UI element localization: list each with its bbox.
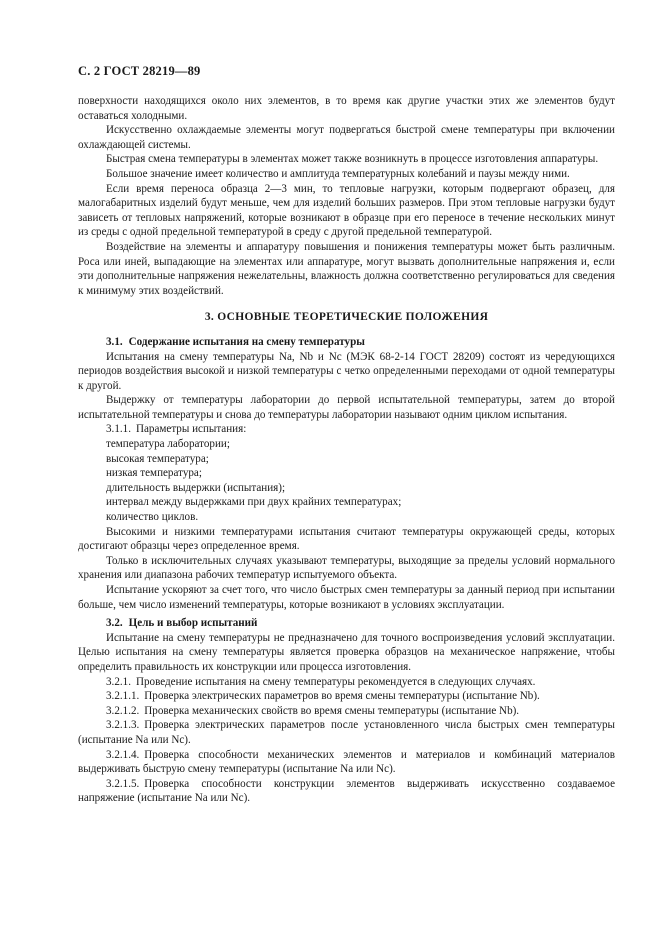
clause-text: Проверка электрических параметров во время смены температуры (испытание Nb). (144, 690, 540, 703)
clause-3-1-1 (78, 422, 615, 437)
paragraph: Испытание ускоряют за счет того, что число быстрых смен температуры за данный период при испытании больше, чем число изменений температуры, которые возникают в условиях эксплуатации. (78, 584, 615, 611)
list-item: высокая температура; (106, 452, 209, 465)
parameter-list (78, 437, 615, 525)
list-item: длительность выдержки (испытания); (106, 481, 286, 494)
subsection-number: 3.2. (106, 617, 123, 630)
clause-number: 3.1.1. (106, 423, 131, 436)
paragraph: поверхности находящихся около них элементов, в то время как другие участки этих же элементов будут оставаться холодными. (78, 95, 615, 122)
list-item: количество циклов. (106, 511, 199, 524)
subsection-title: Цель и выбор испытаний (128, 617, 258, 630)
subsection-heading-3-1 (78, 335, 615, 350)
clause (78, 704, 615, 719)
paragraph: Если время переноса образца 2—3 мин, то тепловые нагрузки, которым подвергают образец, для малогабаритных изделий будут меньше, чем для изделий больших размеров. При этом тепловые нагрузки будут зависеть от тепловых напряжений, которые возникают в образце при его переносе в течение нескольких минут из среды с одной предельной температурой в среду с другой предельной температурой. (78, 182, 615, 239)
clause (78, 748, 615, 777)
clause-text: Проверка способности конструкции элементов выдерживать искусственно создаваемое напряжение (испытание Na или Nc). (78, 777, 615, 805)
clause-number: 3.2.1.2. (106, 704, 140, 717)
paragraph: Только в исключительных случаях указывают температуры, выходящие за пределы условий нормального хранения или диапазона рабочих температур испытуемого объекта. (78, 554, 615, 582)
clause-text: Проведение испытания на смену температуры рекомендуется в следующих случаях. (135, 675, 536, 688)
clause (78, 689, 615, 704)
paragraph: Высокими и низкими температурами испытания считают температуры окружающей среды, которых достигают образцы через определенное время. (78, 525, 615, 553)
paragraph: Выдержку от температуры лаборатории до первой испытательной температуры, затем до второй испытательной температуры и снова до температуры лаборатории называют одним циклом испытания. (78, 394, 615, 421)
clause-number: 3.2.1.1. (106, 690, 140, 703)
clause-text: Проверка механических свойств во время смены температуры (испытание Nb). (144, 704, 520, 717)
list-item: интервал между выдержками при двух крайних температурах; (106, 496, 402, 509)
clause (78, 777, 615, 806)
paragraph: Воздействие на элементы и аппаратуру повышения и понижения температуры может быть различным. Роса или иней, выпадающие на элементах или аппаратуре, могут вызвать дополнительные напряжения и, если эти дополнительные напряжения нежелательны, влажность должна соответственно регулироваться для сведения к минимуму этих воздействий. (78, 240, 615, 297)
clause-number: 3.2.1.4. (106, 748, 140, 761)
paragraph: Большое значение имеет количество и амплитуда температурных колебаний и паузы между ними. (106, 167, 570, 180)
paragraph: Быстрая смена температуры в элементах может также возникнуть в процессе изготовления аппаратуры. (106, 153, 599, 166)
subsection-number: 3.1. (106, 335, 123, 348)
document-body (78, 94, 615, 806)
clause-number: 3.2.1.3. (106, 719, 140, 732)
subsection-title: Содержание испытания на смену температуры (128, 335, 365, 348)
paragraph: Испытание на смену температуры не предназначено для точного воспроизведения условий эксплуатации. Целью испытания на смену температуры является проверка образцов на механическое напряжение, чтобы определить правильность их конструкции или процесса изготовления. (78, 631, 615, 673)
page-header: С. 2 ГОСТ 28219—89 (78, 64, 201, 78)
clause-text: Параметры испытания: (135, 423, 247, 436)
paragraph: Искусственно охлаждаемые элементы могут подвергаться быстрой смене температуры при включении охлаждающей системы. (78, 124, 615, 151)
list-item: температура лаборатории; (106, 438, 230, 451)
clause (78, 718, 615, 747)
clause-number: 3.2.1. (106, 675, 131, 688)
subsection-heading-3-2 (78, 616, 615, 631)
list-item: низкая температура; (106, 467, 202, 480)
clause-number: 3.2.1.5. (106, 777, 140, 790)
paragraph: Испытания на смену температуры Na, Nb и Nc (МЭК 68-2-14 ГОСТ 28209) состоят из чередующихся периодов воздействия высокой и низкой температуры с четко определенными переходами от одной температуры к другой. (78, 350, 615, 392)
clause-text: Проверка способности механических элементов и материалов и комбинаций материалов выдерживать быструю смену температуры (испытание Na или Nc). (78, 748, 615, 776)
section-title: 3. ОСНОВНЫЕ ТЕОРЕТИЧЕСКИЕ ПОЛОЖЕНИЯ (204, 311, 489, 324)
clause (78, 675, 615, 690)
clause-text: Проверка электрических параметров после установленного числа быстрых смен температуры (испытание Na или Nc). (78, 719, 615, 746)
